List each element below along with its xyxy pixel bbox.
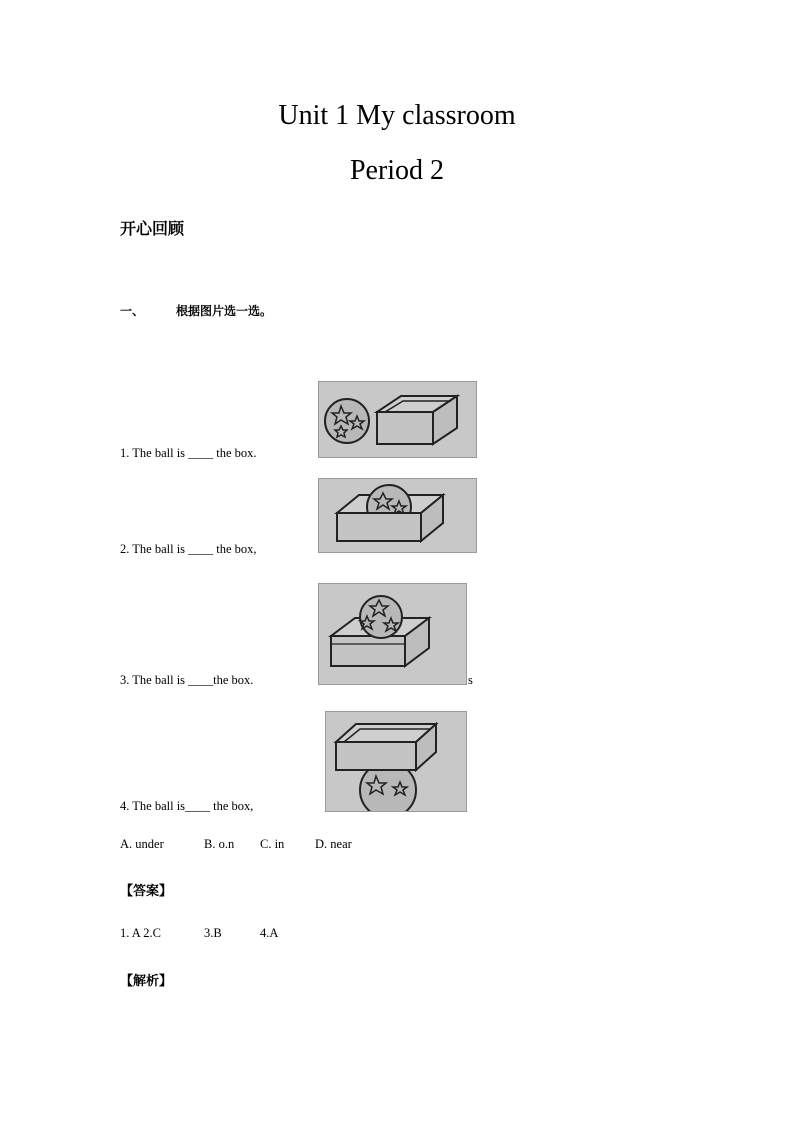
analysis-heading: 【解析】 xyxy=(120,974,173,989)
answer-heading: 【答案】 xyxy=(120,884,173,899)
option-c: C. in xyxy=(260,837,285,851)
option-b: B. o.n xyxy=(204,837,235,851)
option-d: D. near xyxy=(315,837,352,851)
answer-item-3: 4.A xyxy=(260,926,279,940)
page-title: Unit 1 My classroom xyxy=(278,100,516,131)
stray-mark: s xyxy=(468,673,473,687)
question-1-text: 1. The ball is ____ the box. xyxy=(120,446,257,460)
question-4-text: 4. The ball is____ the box, xyxy=(120,799,254,813)
question-2-text: 2. The ball is ____ the box, xyxy=(120,542,257,556)
exercise-number: 一、 xyxy=(120,304,145,318)
ball-in-box-icon xyxy=(318,478,477,553)
page-subtitle: Period 2 xyxy=(349,155,445,186)
answer-item-2: 3.B xyxy=(204,926,222,940)
ball-on-box-icon xyxy=(318,583,467,685)
ball-beside-box-icon xyxy=(318,381,477,458)
option-a: A. under xyxy=(120,837,164,851)
question-3-text: 3. The ball is ____the box. xyxy=(120,673,254,687)
answer-item-1: 1. A 2.C xyxy=(120,926,161,940)
section-heading: 开心回顾 xyxy=(120,219,185,238)
ball-under-box-icon xyxy=(325,711,467,812)
exercise-instruction: 根据图片选一选。 xyxy=(176,304,273,318)
